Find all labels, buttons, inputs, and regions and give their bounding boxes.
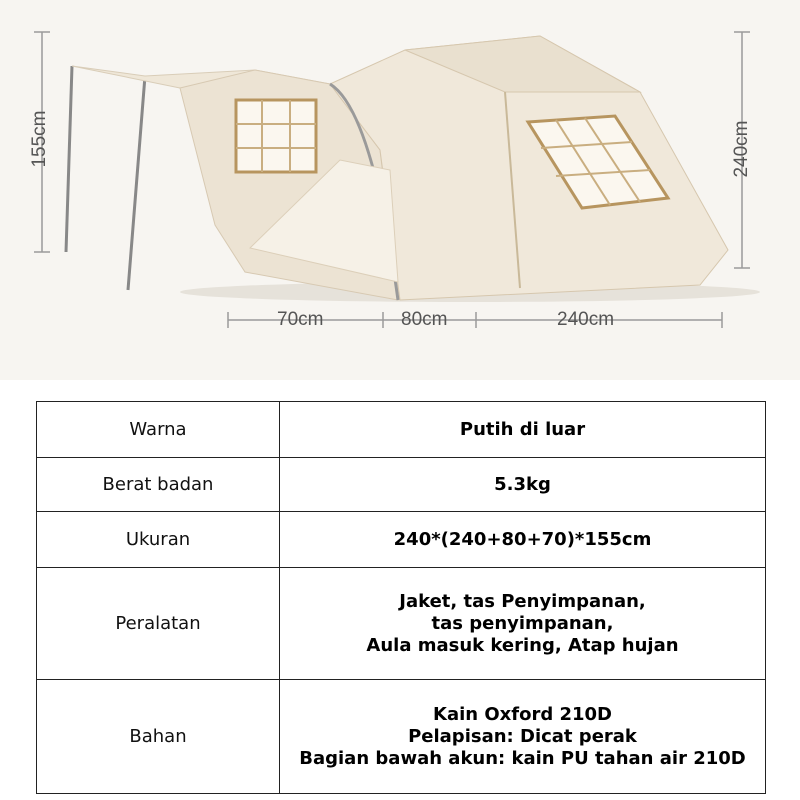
spec-value [280,512,766,568]
spec-value [280,568,766,680]
spec-label: Peralatan [37,568,280,680]
spec-value-line: Pelapisan: Dicat perak [408,725,637,747]
spec-value-line: Jaket, tas Penyimpanan, [399,590,646,612]
tent-product-photo [0,0,800,380]
height-left-label: 155cm [29,110,50,168]
bottom-dimension-label-1: 70cm [277,309,324,330]
spec-value-line: Putih di luar [459,418,586,440]
spec-row-equipment [37,568,766,680]
spec-value-line: 240*(240+80+70)*155cm [393,528,652,550]
spec-value-line: 5.3kg [494,473,551,495]
bottom-dimension-label-3: 240cm [557,309,615,330]
spec-row-color [37,402,766,458]
spec-label: Warna [37,402,280,458]
spec-row-weight [37,458,766,512]
spec-table [36,401,766,794]
spec-value-line: Kain Oxford 210D [433,703,612,725]
bottom-dimension-label-2: 80cm [401,309,448,330]
spec-label: Berat badan [37,458,280,512]
spec-value-line: tas penyimpanan, [431,612,614,634]
spec-value [280,680,766,794]
spec-row-size [37,512,766,568]
tent-illustration [0,0,800,380]
spec-value-line: Bagian bawah akun: kain PU tahan air 210D [299,747,746,769]
spec-value [280,458,766,512]
spec-value [280,402,766,458]
spec-value-line: Aula masuk kering, Atap hujan [366,634,679,656]
height-right-label: 240cm [731,120,752,178]
spec-label: Bahan [37,680,280,794]
spec-row-material [37,680,766,794]
spec-label: Ukuran [37,512,280,568]
